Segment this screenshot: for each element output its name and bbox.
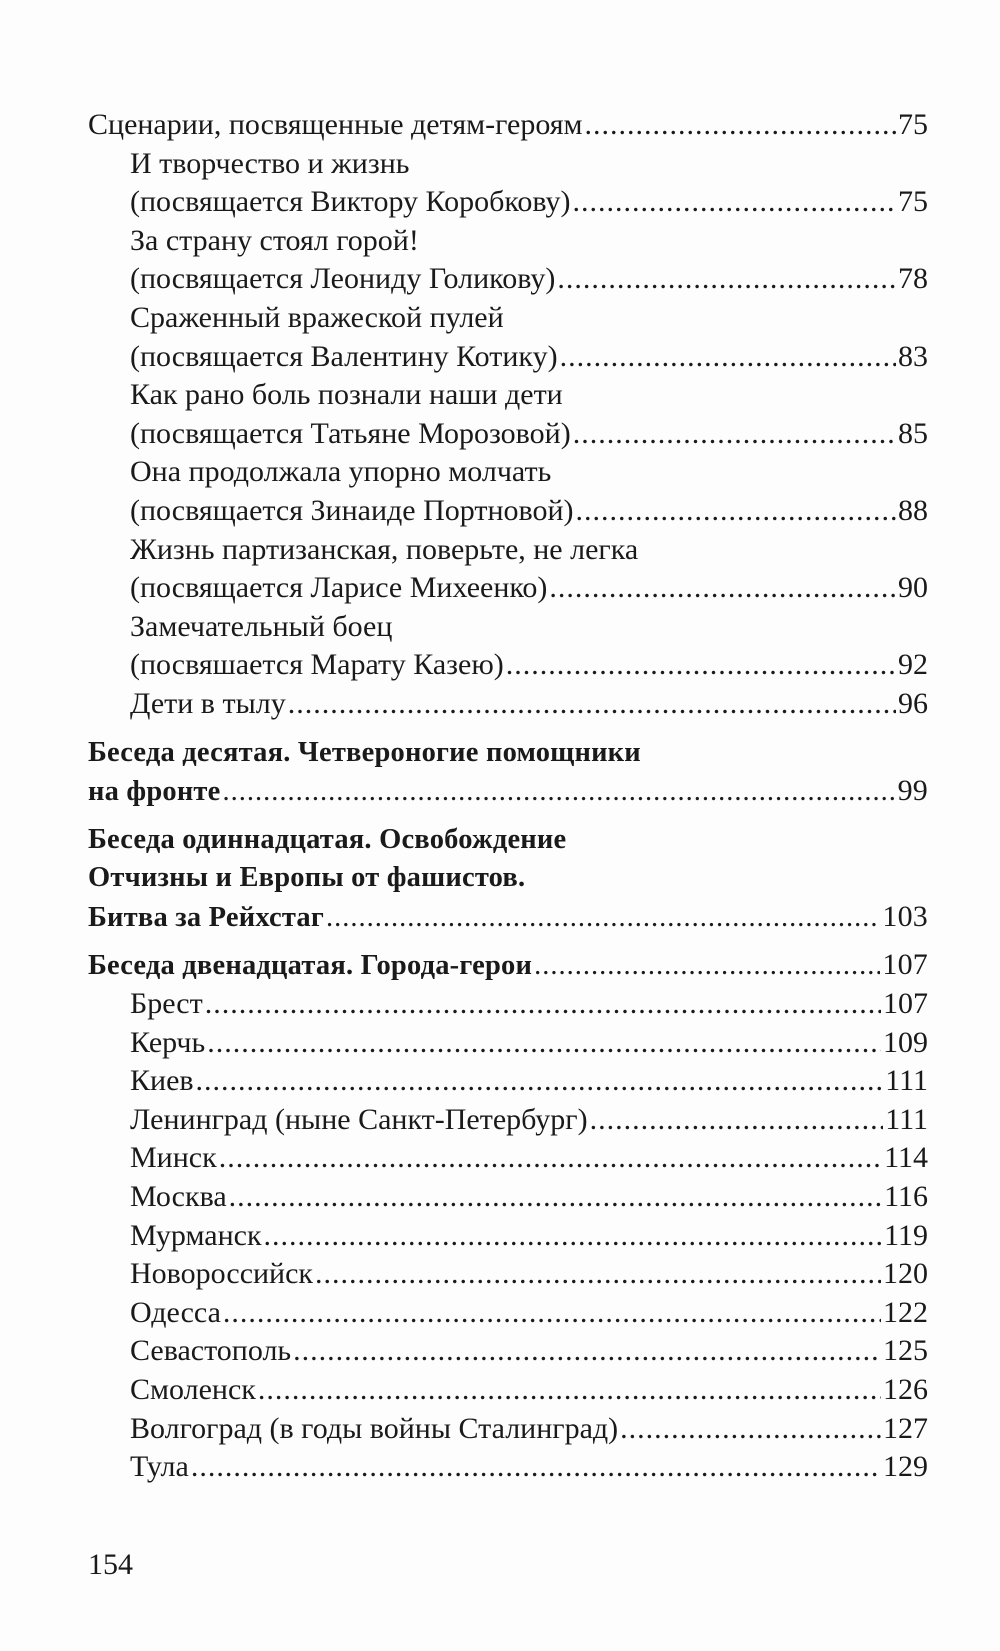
dot-leader	[620, 1410, 881, 1449]
toc-chapter	[88, 898, 928, 937]
toc-city-entry	[88, 1371, 928, 1410]
toc-subentry-dedication: (посвящается Валентину Котику)	[130, 339, 558, 373]
city-name: Волгоград (в годы войны Сталинград)	[130, 1411, 619, 1445]
city-name: Керчь	[130, 1025, 206, 1059]
dot-leader	[293, 1332, 881, 1371]
dot-leader	[315, 1255, 881, 1294]
toc-page-number: 111	[885, 1064, 928, 1098]
toc-page-number: 114	[884, 1141, 928, 1175]
toc-page-number: 119	[884, 1218, 928, 1252]
dot-leader	[573, 415, 896, 454]
toc-city-entry	[88, 1332, 928, 1371]
toc-page-number: 88	[898, 493, 928, 527]
toc-chapter	[88, 772, 928, 811]
toc-page-number: 111	[885, 1102, 928, 1136]
toc-subentry-dedication: (посвящается Ларисе Михеенко)	[130, 571, 548, 605]
toc-chapter-title-cont: Битва за Рейхстаг	[88, 901, 324, 933]
dot-leader	[219, 1139, 882, 1178]
toc-chapter-title: Беседа одиннадцатая. Освобождение	[88, 823, 567, 855]
dot-leader	[549, 569, 896, 608]
toc-chapter-title: Беседа десятая. Четвероногие помощники	[88, 736, 641, 768]
toc-subentry	[88, 415, 928, 454]
toc-page-number: 127	[883, 1411, 928, 1445]
city-name: Новороссийск	[130, 1257, 314, 1291]
toc-subentry-title: Как рано боль познали наши дети	[130, 378, 563, 412]
toc-page-number: 90	[898, 571, 928, 605]
toc-chapter-title: Беседа двенадцатая. Города-герои	[88, 950, 533, 982]
toc-city-entry	[88, 1139, 928, 1178]
city-name: Брест	[130, 987, 203, 1021]
toc-subentry-dedication: (посвящается Виктору Коробкову)	[130, 185, 571, 219]
toc-subentry-title: Она продолжала упорно молчать	[130, 455, 552, 489]
city-name: Минск	[130, 1141, 217, 1175]
toc-city-entry	[88, 1024, 928, 1063]
toc-page-number: 129	[883, 1450, 928, 1484]
dot-leader	[557, 260, 896, 299]
dot-leader	[223, 773, 896, 812]
toc-page-number: 83	[898, 339, 928, 373]
toc-subentry-dedication: (посвяшается Марату Казею)	[130, 648, 504, 682]
toc-subentry	[88, 569, 928, 608]
toc-city-entry	[88, 1217, 928, 1256]
toc-page-number: 85	[898, 416, 928, 450]
toc-page-number: 126	[883, 1373, 928, 1406]
toc-city-entry	[88, 985, 928, 1024]
city-name: Севастополь	[130, 1334, 292, 1368]
toc-subentry-dedication: (посвящается Зинаиде Портновой)	[130, 493, 574, 527]
dot-leader	[326, 899, 880, 938]
dot-leader	[506, 646, 896, 685]
dot-leader	[288, 685, 896, 724]
dot-leader	[205, 985, 881, 1024]
page-number: 154	[88, 1548, 133, 1581]
toc-subentry	[88, 338, 928, 377]
city-name: Ленинград (ныне Санкт-Петербург)	[130, 1102, 588, 1136]
city-name: Москва	[130, 1180, 227, 1214]
toc-page-number: 109	[883, 1025, 928, 1059]
toc-subentry	[88, 260, 928, 299]
toc-entry-title: Сценарии, посвященные детям-героям	[88, 108, 583, 141]
dot-leader	[585, 106, 896, 145]
toc-chapter	[88, 946, 928, 985]
dot-leader	[576, 492, 896, 531]
toc-subentry-title: Сраженный вражеской пулей	[130, 300, 504, 334]
toc-subentry-title: Жизнь партизанская, поверьте, не легка	[130, 532, 639, 566]
toc-page-number: 107	[883, 987, 928, 1021]
toc-page-number: 125	[883, 1334, 928, 1368]
city-name: Киев	[130, 1064, 194, 1098]
dot-leader	[264, 1217, 883, 1256]
city-name: Одесса	[130, 1295, 221, 1329]
toc-subentry-title: И творчество и жизнь	[130, 146, 410, 180]
toc-city-entry	[88, 1410, 928, 1449]
dot-leader	[223, 1294, 881, 1333]
toc-chapter-title-cont: Отчизны и Европы от фашистов.	[88, 862, 526, 894]
city-name: Тула	[130, 1450, 189, 1484]
dot-leader	[534, 947, 880, 986]
dot-leader	[560, 338, 896, 377]
toc-page-number: 92	[898, 648, 928, 682]
city-name: Мурманск	[130, 1218, 262, 1252]
table-of-contents	[88, 106, 928, 1487]
toc-page-number: 75	[898, 108, 928, 141]
toc-subentry-dedication: (посвящается Леониду Голикову)	[130, 262, 556, 296]
dot-leader	[191, 1448, 881, 1487]
toc-page-number: 122	[883, 1295, 928, 1329]
toc-page-number: 96	[898, 686, 928, 720]
toc-entry-scenarios	[88, 106, 928, 145]
toc-subentry	[88, 646, 928, 685]
toc-city-entry	[88, 1255, 928, 1294]
toc-city-entry	[88, 1178, 928, 1217]
toc-subentry	[88, 183, 928, 222]
toc-page-number: 103	[882, 899, 928, 933]
toc-subentry-title: Замечательный боец	[130, 609, 393, 643]
toc-page-number: 116	[884, 1180, 928, 1214]
toc-page-number: 107	[882, 948, 928, 982]
toc-subentry-title: Дети в тылу	[130, 686, 286, 720]
dot-leader	[196, 1062, 884, 1101]
city-name: Смоленск	[130, 1373, 256, 1406]
toc-city-entry	[88, 1448, 928, 1487]
dot-leader	[573, 183, 896, 222]
dot-leader	[590, 1101, 884, 1140]
toc-chapter-title-cont: на фронте	[88, 776, 221, 808]
toc-subentry	[88, 492, 928, 531]
dot-leader	[258, 1371, 881, 1410]
toc-page-number: 99	[897, 774, 928, 808]
dot-leader	[207, 1024, 881, 1063]
toc-city-entry	[88, 1294, 928, 1333]
dot-leader	[229, 1178, 882, 1217]
toc-page-number: 120	[883, 1257, 928, 1291]
toc-subentry-dedication: (посвящается Татьяне Морозовой)	[130, 416, 571, 450]
toc-subentry	[88, 685, 928, 724]
toc-city-entry	[88, 1101, 928, 1140]
toc-subentry-title: За страну стоял горой!	[130, 223, 419, 257]
toc-page-number: 78	[898, 262, 928, 296]
toc-city-entry	[88, 1062, 928, 1101]
toc-page-number: 75	[898, 185, 928, 219]
